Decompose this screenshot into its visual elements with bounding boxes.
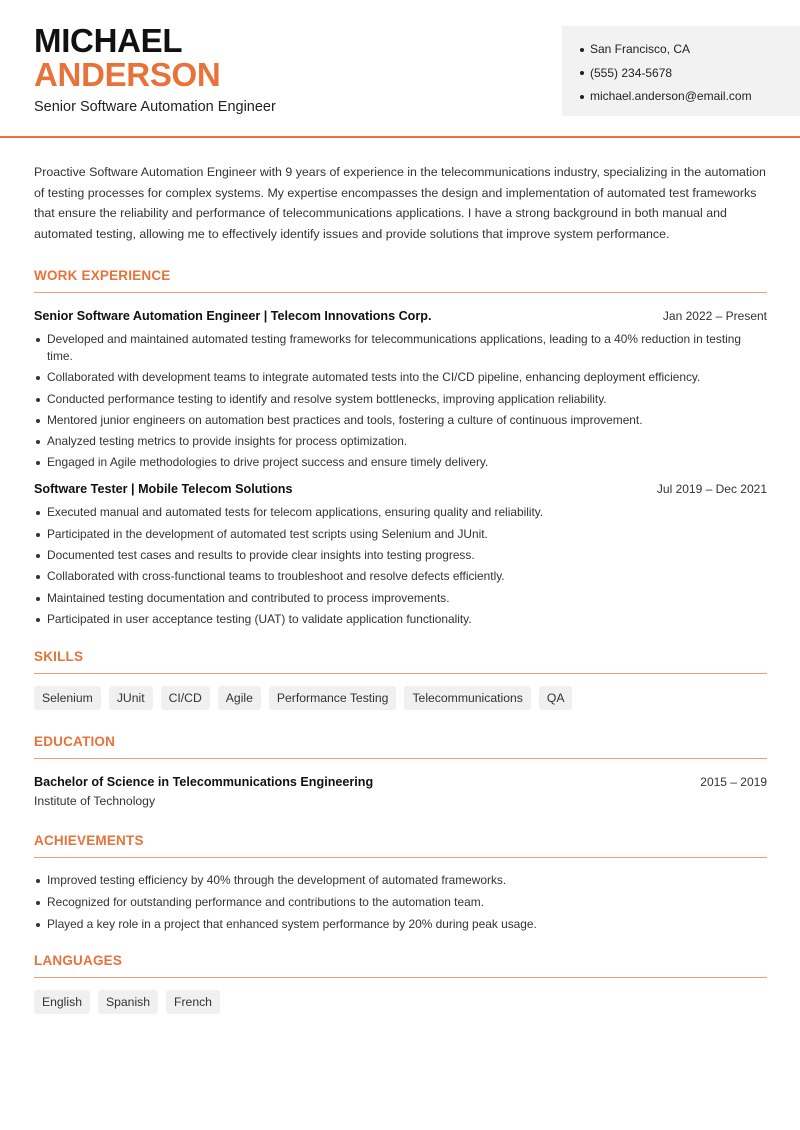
work-heading: WORK EXPERIENCE [34,268,767,293]
education-section [34,734,767,808]
list-item: Maintained testing documentation and contributed to process improvements. [34,590,767,607]
achievements-list [34,872,767,933]
job-header [34,482,767,496]
job-header [34,309,767,323]
job-title: Senior Software Automation Engineer [34,99,276,115]
work-section [34,268,767,628]
list-item: Mentored junior engineers on automation best practices and tools, fostering a culture of continuous improvement. [34,412,767,429]
last-name: ANDERSON [34,56,221,93]
list-item: Participated in user acceptance testing (UAT) to validate application functionality. [34,611,767,628]
skill-tag: CI/CD [161,686,210,710]
list-item: Documented test cases and results to provide clear insights into testing progress. [34,547,767,564]
contact-phone [580,62,800,86]
list-item: Participated in the development of automated test scripts using Selenium and JUnit. [34,526,767,543]
phone-text: (555) 234-5678 [590,65,673,80]
skill-tag: Performance Testing [269,686,397,710]
job-dates: Jan 2022 – Present [662,309,767,323]
job-role: Software Tester | Mobile Telecom Solutions [34,482,293,497]
languages-tags [34,990,767,1014]
degree: Bachelor of Science in Telecommunications Engineering [34,774,374,789]
languages-heading: LANGUAGES [34,953,767,978]
skill-tag: Telecommunications [404,686,530,710]
list-item: Conducted performance testing to identify and resolve system bottlenecks, improving application reliability. [34,391,767,408]
contact-location [580,38,800,62]
list-item: Analyzed testing metrics to provide insights for process optimization. [34,433,767,450]
email-link[interactable]: michael.anderson@email.com [590,89,752,103]
list-item: Engaged in Agile methodologies to drive project success and ensure timely delivery. [34,454,767,471]
list-item: Recognized for outstanding performance and contributions to the automation team. [34,894,767,911]
job-entry [34,309,767,471]
job-bullets [34,331,767,471]
achievements-heading: ACHIEVEMENTS [34,833,767,858]
bullet-icon [580,71,584,75]
education-header [34,775,767,789]
language-tag: Spanish [98,990,158,1014]
location-text: San Francisco, CA [590,42,691,56]
job-dates: Jul 2019 – Dec 2021 [656,482,767,497]
school-name: Institute of Technology [34,793,156,808]
language-tag: French [166,990,220,1014]
job-entry [34,482,767,627]
list-item: Played a key role in a project that enhanced system performance by 20% during peak usage. [34,916,767,933]
contact-email [580,85,800,109]
contact-box [562,26,800,116]
bullet-icon [580,95,584,99]
bullet-icon [580,48,584,52]
education-dates: 2015 – 2019 [700,774,767,789]
job-role: Senior Software Automation Engineer | Telecom Innovations Corp. [34,309,432,323]
list-item: Improved testing efficiency by 40% through the development of automated frameworks. [34,872,767,889]
skill-tag: Selenium [34,686,101,710]
job-bullets [34,504,767,627]
resume-body [34,162,767,1014]
skill-tag: Agile [218,686,261,710]
language-tag: English [34,990,90,1014]
list-item: Executed manual and automated tests for telecom applications, ensuring quality and reliability. [34,504,767,521]
list-item: Collaborated with development teams to integrate automated tests into the CI/CD pipeline, enhancing deployment efficiency. [34,369,767,386]
summary: Proactive Software Automation Engineer with 9 years of experience in the telecommunications industry, specializing in the automation of testing processes for complex systems. My expertise encompasses the design and implementation of automated test frameworks that ensure the reliability and performance of telecommunications applications. I have a strong background in both manual and automated testing, allowing me to effectively identify issues and provide solutions that improve system performance. [34,165,766,241]
skills-tags [34,686,767,710]
list-item: Collaborated with cross-functional teams to troubleshoot and resolve defects efficiently. [34,568,767,585]
education-heading: EDUCATION [34,734,767,759]
achievements-section [34,833,767,933]
first-name: MICHAEL [34,22,183,59]
skill-tag: QA [539,686,573,710]
languages-section [34,953,767,1014]
skills-heading: SKILLS [34,649,767,674]
skill-tag: JUnit [109,686,153,710]
list-item: Developed and maintained automated testing frameworks for telecommunications applications, leading to a 40% reduction in testing time. [34,331,767,365]
skills-section [34,649,767,710]
resume-header [0,0,800,138]
